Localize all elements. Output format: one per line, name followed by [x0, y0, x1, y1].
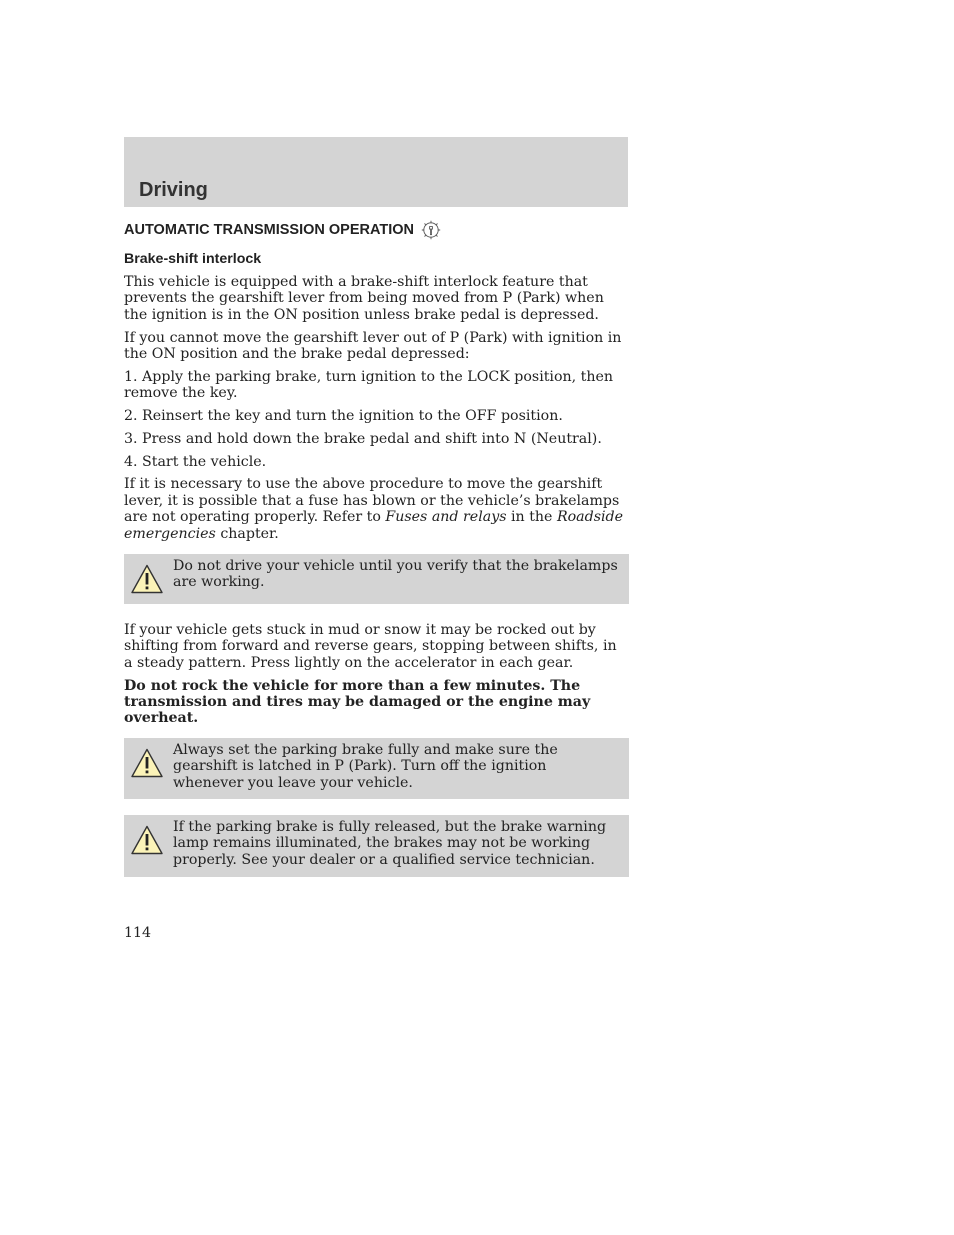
warning-text: If the parking brake is fully released, but the brake warning lamp remains illuminated, the brakes may not be working properly. See your dealer or a qualified service technician. — [173, 819, 607, 868]
chapter-header-band — [124, 137, 628, 207]
section-heading-text: AUTOMATIC TRANSMISSION OPERATION — [124, 222, 414, 238]
warning-triangle-icon — [130, 824, 164, 856]
sub-heading: Brake-shift interlock — [124, 251, 262, 267]
fuse-note-link-fuses: Fuses and relays — [385, 509, 507, 526]
fuse-note-link-roadside: Roadside emergencies — [124, 509, 624, 542]
warning-text: Always set the parking brake fully and make sure the gearshift is latched in P (Park). Turn off the ignition whenever you leave your vehicle. — [173, 741, 558, 791]
warning-text: Do not drive your vehicle until you verify that the brakelamps are working. — [173, 558, 618, 591]
warning-box-brake-lamp — [124, 815, 629, 877]
fuse-note-text-b: in the — [506, 509, 557, 526]
fuse-note-text-a: If it is necessary to use the above procedure to move the gearshift lever, it is possible that a fuse has blown or the vehicle’s brakelamps are not operating properly. Refer to — [124, 476, 620, 526]
fuse-note-text-c: chapter. — [215, 525, 279, 542]
gear-icon — [420, 219, 442, 241]
warning-box-parking-brake — [124, 738, 629, 799]
warning-triangle-icon — [130, 747, 164, 779]
step-3: 3. Press and hold down the brake pedal and shift into N (Neutral). — [124, 430, 602, 447]
chapter-title: Driving — [139, 179, 208, 201]
warning-box-brakelamps — [124, 554, 629, 604]
page-content — [124, 219, 629, 893]
section-heading — [124, 219, 629, 241]
paragraph-interlock-intro: This vehicle is equipped with a brake-shift interlock feature that prevents the gearshift lever from being moved from P (Park) when the ignition is in the ON position unless brake pedal is depressed. — [124, 274, 604, 323]
step-4: 4. Start the vehicle. — [124, 453, 267, 470]
paragraph-rocking-caution: Do not rock the vehicle for more than a few minutes. The transmission and tires may be damaged or the engine may overheat. — [124, 677, 591, 727]
paragraph-fuse-note — [124, 476, 629, 542]
step-1: 1. Apply the parking brake, turn ignition to the LOCK position, then remove the key. — [124, 368, 614, 402]
step-2: 2. Reinsert the key and turn the ignition to the OFF position. — [124, 408, 563, 425]
warning-triangle-icon — [130, 563, 164, 595]
page-number: 114 — [124, 925, 152, 941]
paragraph-cannot-move: If you cannot move the gearshift lever out of P (Park) with ignition in the ON position and the brake pedal depressed: — [124, 329, 622, 363]
paragraph-rocking: If your vehicle gets stuck in mud or snow it may be rocked out by shifting from forward and reverse gears, stopping between shifts, in a steady pattern. Press lightly on the accelerator in each gear. — [124, 622, 617, 671]
